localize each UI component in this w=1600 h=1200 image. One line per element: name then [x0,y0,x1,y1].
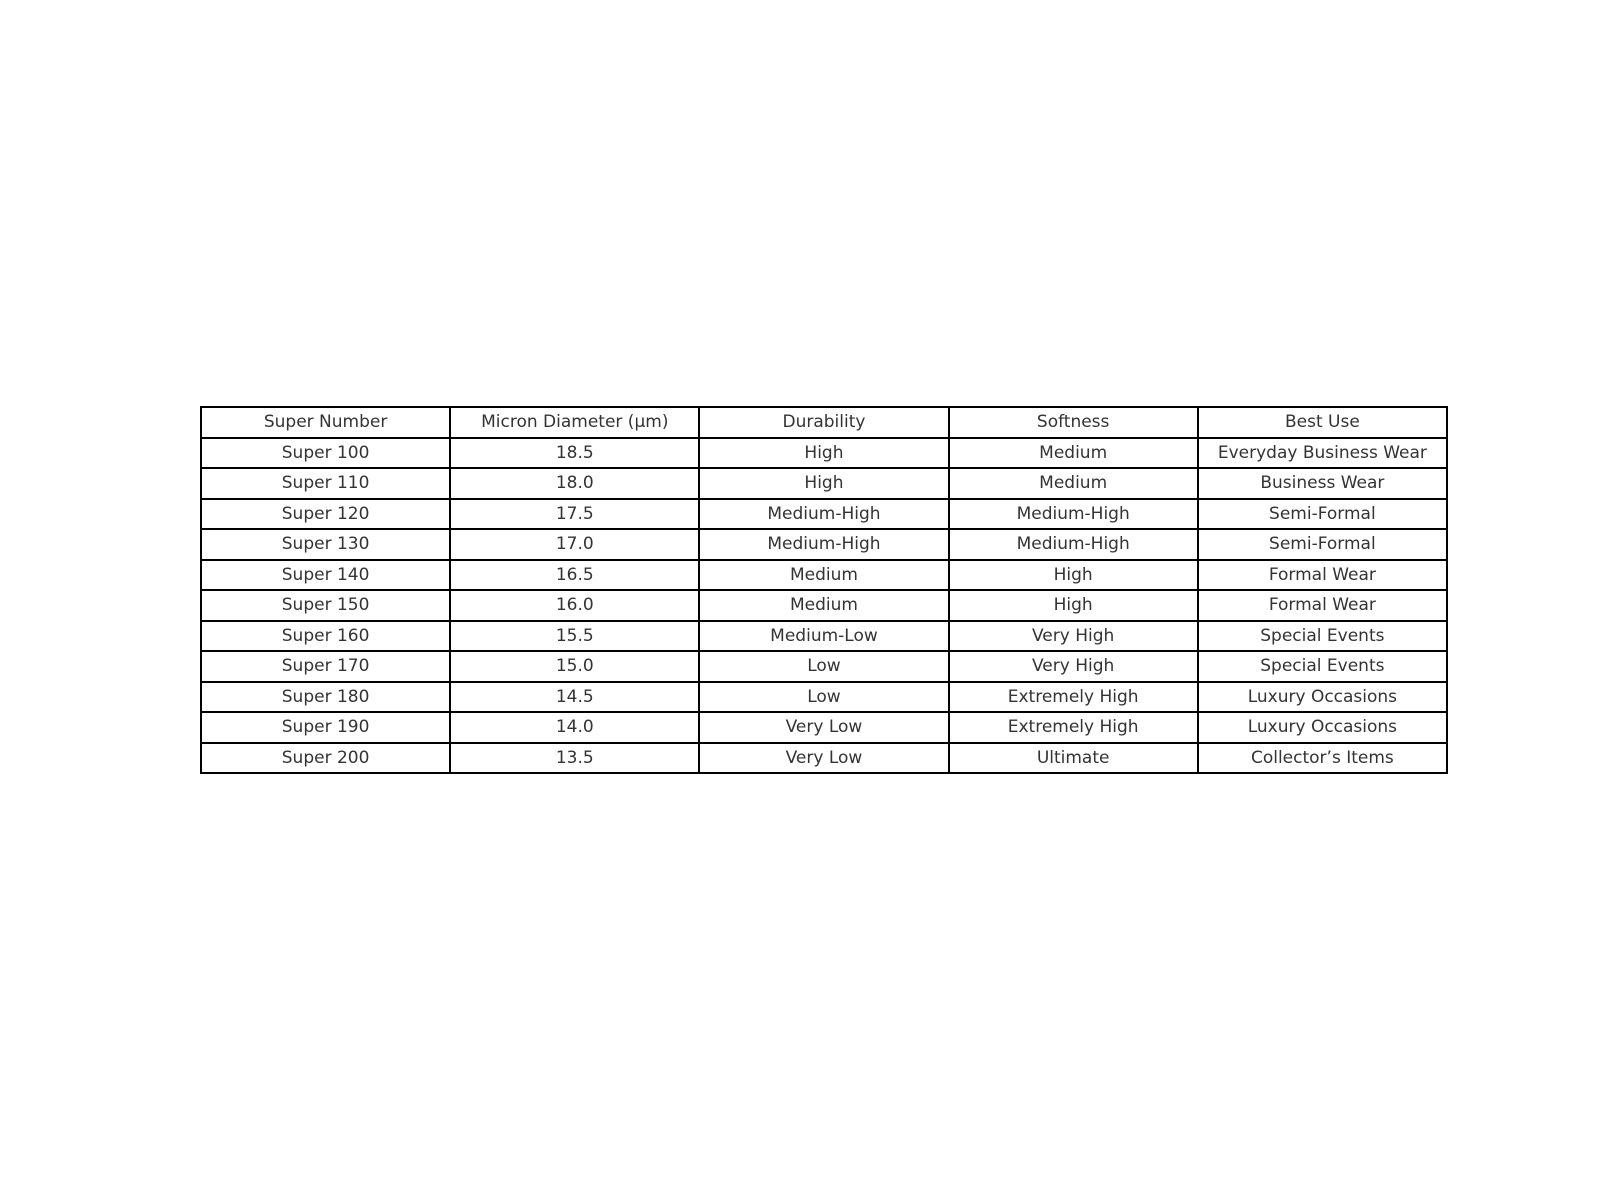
column-header-durability: Durability [699,407,948,438]
table-cell-softness: Ultimate [949,743,1198,774]
table-row [201,621,1447,652]
table-cell-micron-diameter: 17.5 [450,499,699,530]
table-cell-super-number: Super 190 [201,712,450,743]
table-cell-durability: Medium [699,590,948,621]
table-cell-super-number: Super 110 [201,468,450,499]
table-cell-durability: Medium-Low [699,621,948,652]
table-cell-micron-diameter: 14.5 [450,682,699,713]
table-row [201,560,1447,591]
table-cell-super-number: Super 160 [201,621,450,652]
table-cell-micron-diameter: 13.5 [450,743,699,774]
table-cell-super-number: Super 130 [201,529,450,560]
table-cell-softness: Medium [949,468,1198,499]
table-cell-best-use: Semi-Formal [1198,529,1447,560]
table-cell-super-number: Super 200 [201,743,450,774]
table-cell-best-use: Special Events [1198,651,1447,682]
table-row [201,499,1447,530]
table-cell-super-number: Super 170 [201,651,450,682]
column-header-best-use: Best Use [1198,407,1447,438]
table-header [201,407,1447,438]
table-cell-super-number: Super 180 [201,682,450,713]
table-cell-super-number: Super 140 [201,560,450,591]
table-row [201,743,1447,774]
table-cell-durability: High [699,468,948,499]
table-cell-softness: Very High [949,621,1198,652]
table-cell-super-number: Super 150 [201,590,450,621]
table-row [201,682,1447,713]
table-cell-best-use: Everyday Business Wear [1198,438,1447,469]
table-cell-best-use: Formal Wear [1198,560,1447,591]
table-body [201,438,1447,774]
table-cell-super-number: Super 120 [201,499,450,530]
table-cell-softness: Extremely High [949,682,1198,713]
table-cell-micron-diameter: 14.0 [450,712,699,743]
table-cell-durability: Very Low [699,712,948,743]
table-cell-best-use: Luxury Occasions [1198,712,1447,743]
table-row [201,529,1447,560]
table-cell-durability: Low [699,682,948,713]
table-cell-micron-diameter: 18.5 [450,438,699,469]
table-cell-softness: Very High [949,651,1198,682]
table-cell-best-use: Luxury Occasions [1198,682,1447,713]
table-cell-softness: Medium-High [949,529,1198,560]
table-row [201,712,1447,743]
table-cell-softness: Medium-High [949,499,1198,530]
header-row [201,407,1447,438]
table-cell-best-use: Semi-Formal [1198,499,1447,530]
table-cell-micron-diameter: 16.5 [450,560,699,591]
wool-super-number-table [200,406,1448,774]
column-header-micron-diameter: Micron Diameter (µm) [450,407,699,438]
table-row [201,651,1447,682]
table-cell-best-use: Business Wear [1198,468,1447,499]
table-cell-softness: High [949,590,1198,621]
table-cell-durability: Medium-High [699,529,948,560]
table-cell-durability: Medium-High [699,499,948,530]
table-row [201,438,1447,469]
table-row [201,590,1447,621]
table-cell-micron-diameter: 16.0 [450,590,699,621]
table-cell-durability: High [699,438,948,469]
table-cell-softness: High [949,560,1198,591]
table-cell-super-number: Super 100 [201,438,450,469]
table-cell-softness: Extremely High [949,712,1198,743]
table-cell-durability: Very Low [699,743,948,774]
table-cell-softness: Medium [949,438,1198,469]
table-cell-best-use: Collector’s Items [1198,743,1447,774]
table-row [201,468,1447,499]
table-cell-best-use: Formal Wear [1198,590,1447,621]
table-cell-micron-diameter: 17.0 [450,529,699,560]
table-cell-durability: Medium [699,560,948,591]
table-cell-durability: Low [699,651,948,682]
table-cell-micron-diameter: 18.0 [450,468,699,499]
column-header-softness: Softness [949,407,1198,438]
table-cell-micron-diameter: 15.5 [450,621,699,652]
table-cell-best-use: Special Events [1198,621,1447,652]
table-cell-micron-diameter: 15.0 [450,651,699,682]
column-header-super-number: Super Number [201,407,450,438]
